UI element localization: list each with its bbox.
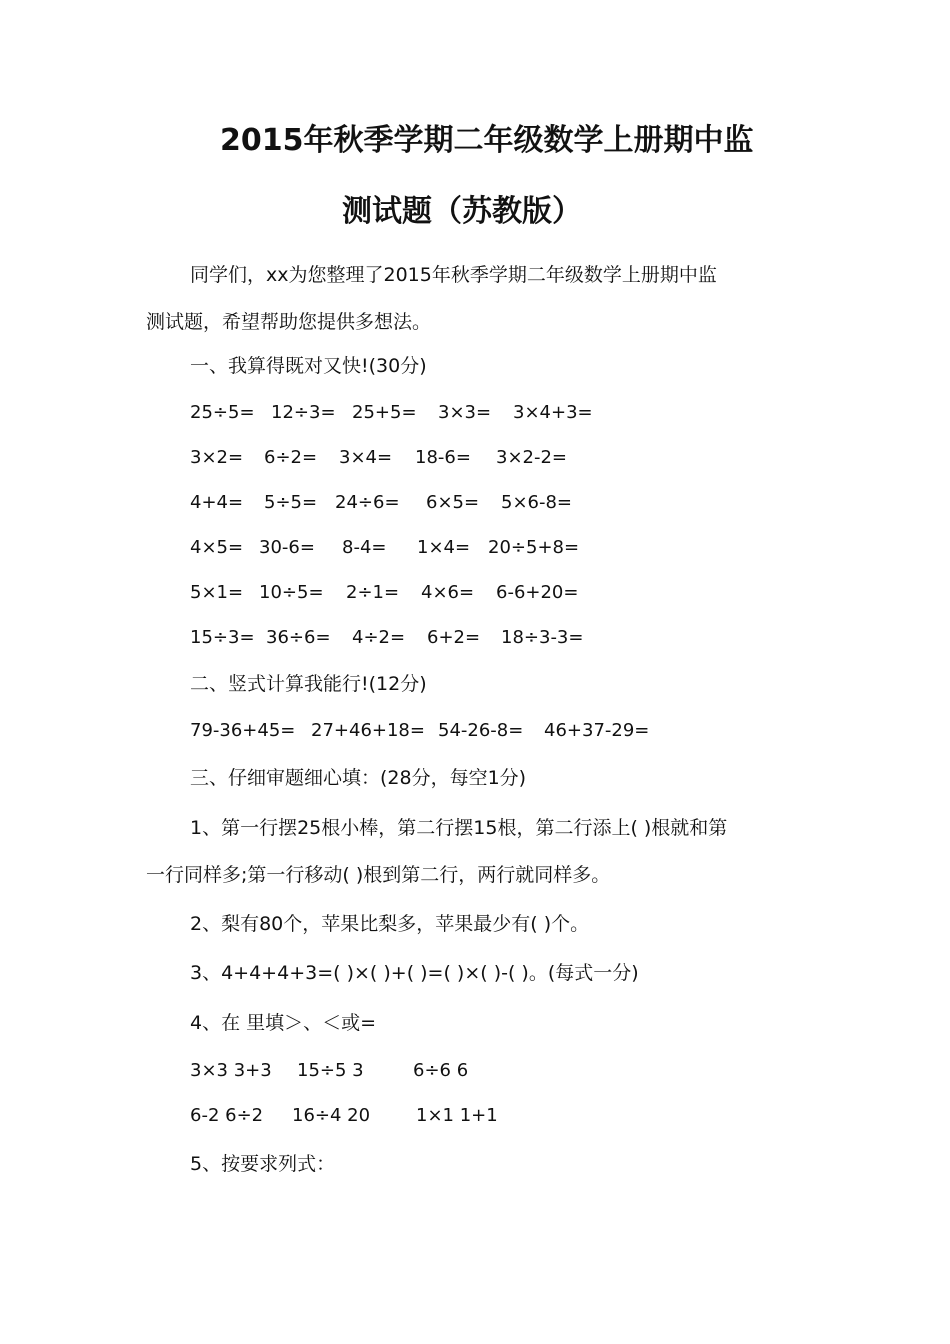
calc-item: 20÷5+8= bbox=[488, 537, 580, 558]
calc-item: 5×1= bbox=[190, 582, 244, 603]
document-title-line-2: 测试题（苏教版） bbox=[342, 194, 582, 229]
question-3: 3、4+4+4+3=( )×( )+( )=( )×( )-( )。(每式一分) bbox=[190, 962, 639, 984]
section-2-heading: 二、竖式计算我能行!(12分) bbox=[190, 673, 427, 695]
section-1-heading: 一、我算得既对又快!(30分) bbox=[190, 355, 427, 377]
calc-item: 5×6-8= bbox=[501, 492, 573, 513]
calc-item: 4×5= bbox=[190, 537, 244, 558]
calc-item: 10÷5= bbox=[259, 582, 324, 603]
calc-item: 3×2-2= bbox=[496, 447, 568, 468]
calc-item: 3×3= bbox=[438, 402, 492, 423]
calc-item: 4+4= bbox=[190, 492, 244, 513]
question-4: 4、在 里填＞、＜或= bbox=[190, 1012, 377, 1034]
compare-item: 6÷6 6 bbox=[413, 1060, 469, 1081]
calc-item: 25+5= bbox=[352, 402, 417, 423]
calc-item: 3×4= bbox=[339, 447, 393, 468]
calc-item: 24÷6= bbox=[335, 492, 400, 513]
section-3-heading: 三、仔细审题细心填：(28分，每空1分) bbox=[190, 767, 527, 789]
calc-item: 36÷6= bbox=[266, 627, 331, 648]
calc-item: 15÷3= bbox=[190, 627, 255, 648]
compare-item: 3×3 3+3 bbox=[190, 1060, 272, 1081]
compare-item: 1×1 1+1 bbox=[416, 1105, 498, 1126]
calc-item: 3×4+3= bbox=[513, 402, 593, 423]
question-1-line-2: 一行同样多;第一行移动( )根到第二行，两行就同样多。 bbox=[146, 864, 611, 886]
question-1-line-1: 1、第一行摆25根小棒，第二行摆15根，第二行添上( )根就和第 bbox=[190, 817, 728, 839]
vertical-calc-item: 27+46+18= bbox=[311, 720, 425, 741]
calc-item: 5÷5= bbox=[264, 492, 318, 513]
calc-item: 6×5= bbox=[426, 492, 480, 513]
question-2: 2、梨有80个，苹果比梨多，苹果最少有( )个。 bbox=[190, 913, 590, 935]
calc-item: 1×4= bbox=[417, 537, 471, 558]
vertical-calc-item: 46+37-29= bbox=[544, 720, 650, 741]
calc-item: 3×2= bbox=[190, 447, 244, 468]
calc-item: 8-4= bbox=[342, 537, 387, 558]
calc-item: 6+2= bbox=[427, 627, 481, 648]
vertical-calc-item: 79-36+45= bbox=[190, 720, 296, 741]
calc-item: 18÷3-3= bbox=[501, 627, 584, 648]
calc-item: 30-6= bbox=[259, 537, 315, 558]
calc-item: 6-6+20= bbox=[496, 582, 579, 603]
calc-item: 25÷5= bbox=[190, 402, 255, 423]
intro-line-2: 测试题，希望帮助您提供多想法。 bbox=[146, 311, 432, 333]
question-5: 5、按要求列式： bbox=[190, 1153, 336, 1175]
calc-item: 12÷3= bbox=[271, 402, 336, 423]
calc-item: 2÷1= bbox=[346, 582, 400, 603]
intro-line-1: 同学们，xx为您整理了2015年秋季学期二年级数学上册期中监 bbox=[190, 264, 717, 286]
compare-item: 6-2 6÷2 bbox=[190, 1105, 264, 1126]
calc-item: 4÷2= bbox=[352, 627, 406, 648]
document-title-line-1: 2015年秋季学期二年级数学上册期中监 bbox=[220, 123, 754, 158]
compare-item: 15÷5 3 bbox=[297, 1060, 364, 1081]
calc-item: 18-6= bbox=[415, 447, 471, 468]
calc-item: 6÷2= bbox=[264, 447, 318, 468]
compare-item: 16÷4 20 bbox=[292, 1105, 371, 1126]
vertical-calc-item: 54-26-8= bbox=[438, 720, 524, 741]
calc-item: 4×6= bbox=[421, 582, 475, 603]
